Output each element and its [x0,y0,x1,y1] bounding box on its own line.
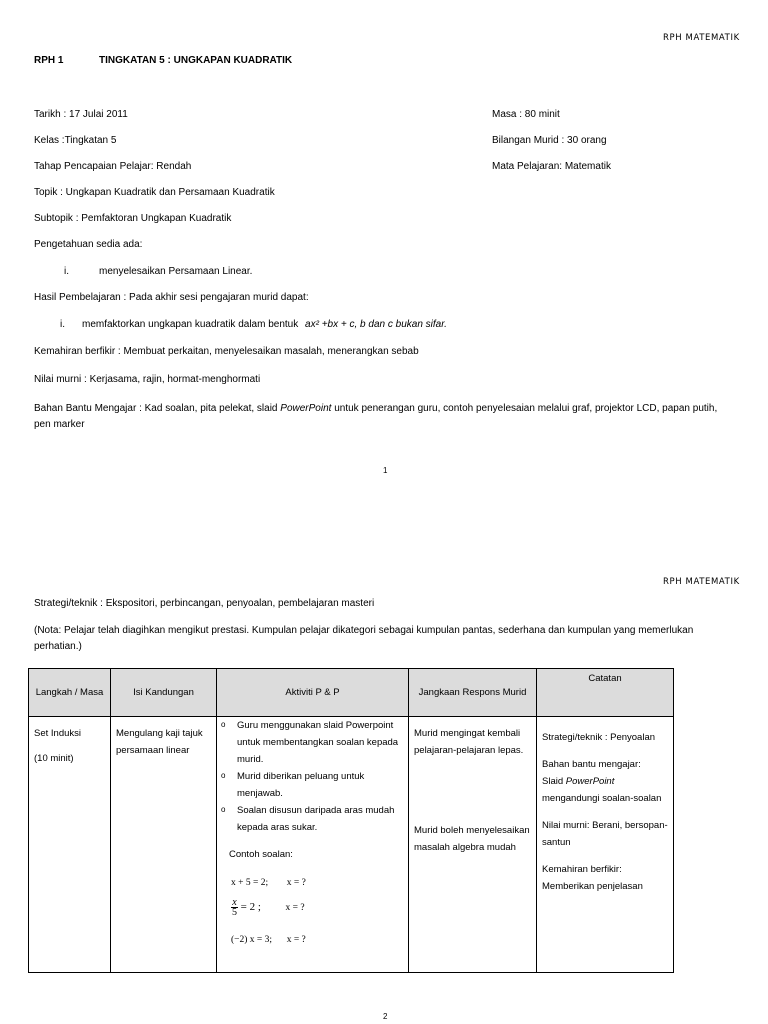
field-nilai: Nilai murni : Kerjasama, rajin, hormat-menghormati [34,374,261,385]
q2-fraction [231,898,238,917]
field-bilangan: Bilangan Murid : 30 orang [492,135,607,146]
cell-respons [409,717,537,973]
catatan-nilai: Nilai murni: Berani, bersopan-santun [542,820,668,848]
q2-numerator: x [232,897,237,908]
contoh-label: Contoh soalan: [229,849,293,860]
bahan-text-c: untuk penerangan guru, contoh penyelesaian melalui graf, projektor LCD, papan putih, pen marker [34,403,718,430]
field-masa: Masa : 80 minit [492,109,560,120]
question-1 [231,874,403,892]
catatan-powerpoint: PowerPoint [565,776,615,787]
hasil-numeral: i. [60,319,65,330]
field-topik: Topik : Ungkapan Kuadratik dan Persamaan Kuadratik [34,187,275,198]
cell-isi [111,717,217,973]
catatan-slaid: Slaid [542,776,564,787]
page-number-2: 2 [383,1012,388,1021]
question-2 [231,898,403,917]
table-row [29,717,674,973]
langkah-text: Set Induksi [34,728,81,739]
respons-2: Murid boleh menyelesaikan masalah algebra mudah [414,825,530,853]
header-catatan: Catatan [537,669,674,717]
aktiviti-item: o Guru menggunakan slaid Powerpoint untuk membentangkan soalan kepada murid. [219,717,403,768]
q2-equation: = 2 ; [240,901,261,914]
header-aktiviti: Aktiviti P & P [217,669,409,717]
field-tahap: Tahap Pencapaian Pelajar: Rendah [34,161,192,172]
q3-answer: x = ? [286,935,306,946]
field-subtopik: Subtopik : Pemfaktoran Ungkapan Kuadratik [34,213,232,224]
aktiviti-item: o Murid diberikan peluang untuk menjawab. [219,768,403,802]
header-isi: Isi Kandungan [111,669,217,717]
catatan-bahan-label: Bahan bantu mengajar: [542,759,641,770]
field-hasil: Hasil Pembelajaran : Pada akhir sesi pengajaran murid dapat: [34,292,309,303]
cell-aktiviti [217,717,409,973]
aktiviti-item: o Soalan disusun daripada aras mudah kepada aras sukar. [219,802,403,836]
header-langkah: Langkah / Masa [29,669,111,717]
q2-denominator: 5 [232,907,237,918]
lesson-plan-table [28,668,674,973]
catatan-bahan-rest: mengandungi soalan-soalan [542,793,662,804]
field-pengetahuan: Pengetahuan sedia ada: [34,239,143,250]
page-number-1: 1 [383,466,388,475]
pengetahuan-item: menyelesaikan Persamaan Linear. [99,266,253,277]
hasil-item-text: memfaktorkan ungkapan kuadratik dalam bentuk [82,319,299,330]
field-kemahiran: Kemahiran berfikir : Membuat perkaitan, menyelesaikan masalah, menerangkan sebab [34,346,419,357]
bahan-text-a: Bahan Bantu Mengajar : Kad soalan, pita pelekat, slaid [34,403,278,414]
question-3 [231,931,403,949]
q1-answer: x = ? [286,878,306,888]
catatan-bahan-slaid [542,773,668,790]
lesson-title: TINGKATAN 5 : UNGKAPAN KUADRATIK [99,55,293,66]
hasil-formula: ax² +bx + c, b dan c bukan sifar. [305,319,447,330]
aktiviti-list [219,717,403,836]
table-header-row [29,669,674,717]
q1-equation: x + 5 = 2; [231,878,269,888]
field-mata-pelajaran: Mata Pelajaran: Matematik [492,161,611,172]
rph-number: RPH 1 [34,55,64,66]
page-header-2: RPH MATEMATIK [663,577,740,587]
field-bahan [34,401,734,433]
field-kelas: Kelas :Tingkatan 5 [34,135,117,146]
cell-catatan [537,717,674,973]
field-tarikh: Tarikh : 17 Julai 2011 [34,109,128,120]
field-nota: (Nota: Pelajar telah diagihkan mengikut prestasi. Kumpulan pelajar dikategori sebagai kumpulan pantas, sederhana dan kumpulan yang memerlukan perhatian.) [34,625,694,652]
field-strategi: Strategi/teknik : Ekspositori, perbincangan, penyoalan, pembelajaran masteri [34,598,375,609]
catatan-strategi: Strategi/teknik : Penyoalan [542,732,656,743]
q3-equation: (−2) x = 3; [231,935,273,946]
masa-text: (10 minit) [34,753,74,764]
isi-text: Mengulang kaji tajuk persamaan linear [116,728,203,756]
header-respons: Jangkaan Respons Murid [409,669,537,717]
hasil-item [82,319,447,330]
respons-1: Murid mengingat kembali pelajaran-pelajaran lepas. [414,728,524,756]
bahan-powerpoint: PowerPoint [280,403,332,414]
q2-answer: x = ? [285,903,305,914]
cell-langkah [29,717,111,973]
pengetahuan-numeral: i. [64,266,69,277]
page-header: RPH MATEMATIK [663,33,740,43]
catatan-kemahiran: Kemahiran berfikir: Memberikan penjelasan [542,864,643,892]
